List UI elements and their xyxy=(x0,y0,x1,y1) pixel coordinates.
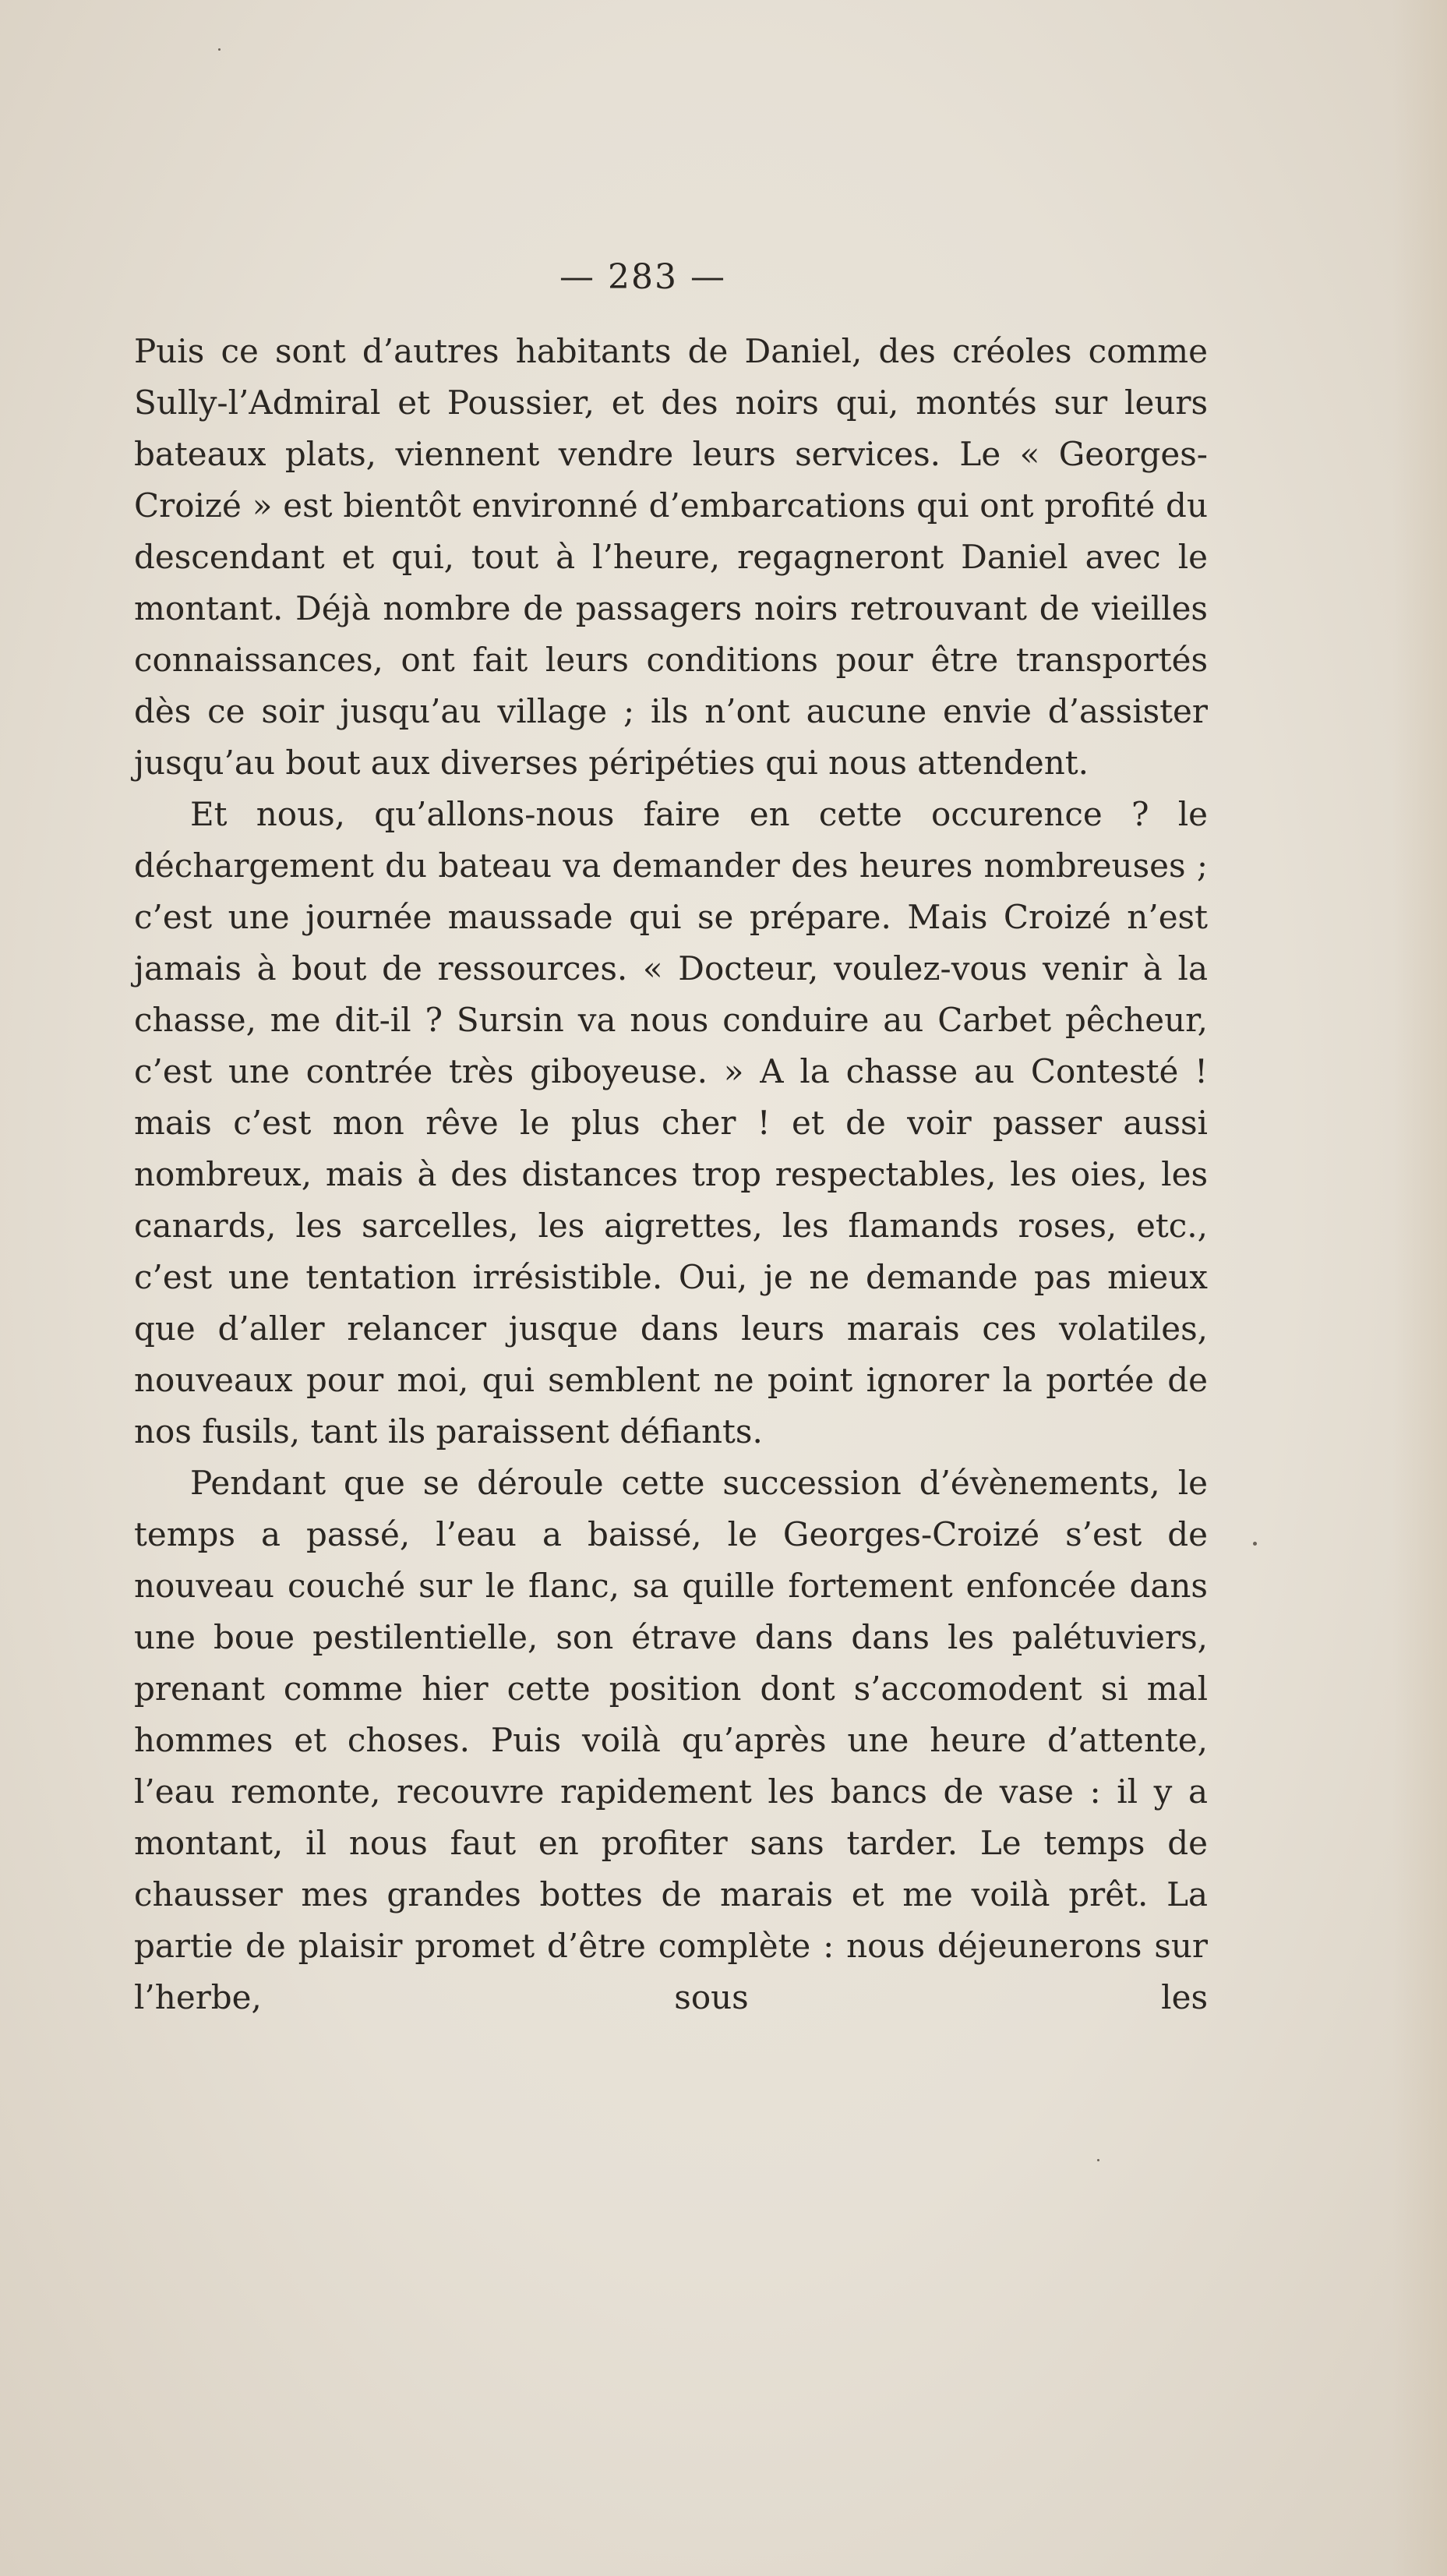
page-number: — 283 — xyxy=(559,257,726,297)
paper-speck xyxy=(1097,2159,1099,2161)
paragraph-1: Puis ce sont d’autres habitants de Daniel, des créoles comme Sully-l’Admiral et Poussier, et des noirs qui, montés sur leurs bateaux plats, viennent vendre leurs services. Le « Georges-Croizé » est bientôt environné d’embarcations qui ont profité du descendant et qui, tout à l’heure, regagneront Daniel avec le montant. Déjà nombre de passagers noirs retrouvant de vieilles connaissances, ont fait leurs conditions pour être transportés dès ce soir jusqu’au village ; ils n’ont aucune envie d’assister jusqu’au bout aux diverses péripéties qui nous attendent. xyxy=(134,332,1208,782)
paragraph-2: Et nous, qu’allons-nous faire en cette occurence ? le déchargement du bateau va demander des heures nombreuses ; c’est une journée maussade qui se prépare. Mais Croizé n’est jamais à bout de ressources. « Docteur, voulez-vous venir à la chasse, me dit-il ? Sursin va nous conduire au Carbet pêcheur, c’est une contrée très giboyeuse. » A la chasse au Contesté ! mais c’est mon rêve le plus cher ! et de voir passer aussi nombreux, mais à des distances trop respectables, les oies, les canards, les sarcelles, les aigrettes, les flamands roses, etc., c’est une tentation irrésistible. Oui, je ne demande pas mieux que d’aller relancer jusque dans leurs marais ces volatiles, nouveaux pour moi, qui semblent ne point ignorer la portée de nos fusils, tant ils paraissent défiants. xyxy=(134,795,1208,1451)
page-edge-shadow xyxy=(1392,0,1447,2576)
body-text xyxy=(134,326,1208,2023)
paragraph-3: Pendant que se déroule cette succession d’évènements, le temps a passé, l’eau a baissé, le Georges-Croizé s’est de nouveau couché sur le flanc, sa quille fortement enfoncée dans une boue pestilentielle, son étrave dans dans les palétuviers, prenant comme hier cette position dont s’accomodent si mal hommes et choses. Puis voilà qu’après une heure d’attente, l’eau remonte, recouvre rapidement les bancs de vase : il y a montant, il nous faut en profiter sans tarder. Le temps de chausser mes grandes bottes de marais et me voilà prêt. La partie de plaisir promet d’être complète : nous déjeunerons sur l’herbe, sous les xyxy=(134,1464,1208,2016)
paper-speck xyxy=(1253,1542,1257,1546)
paper-speck xyxy=(218,48,221,51)
